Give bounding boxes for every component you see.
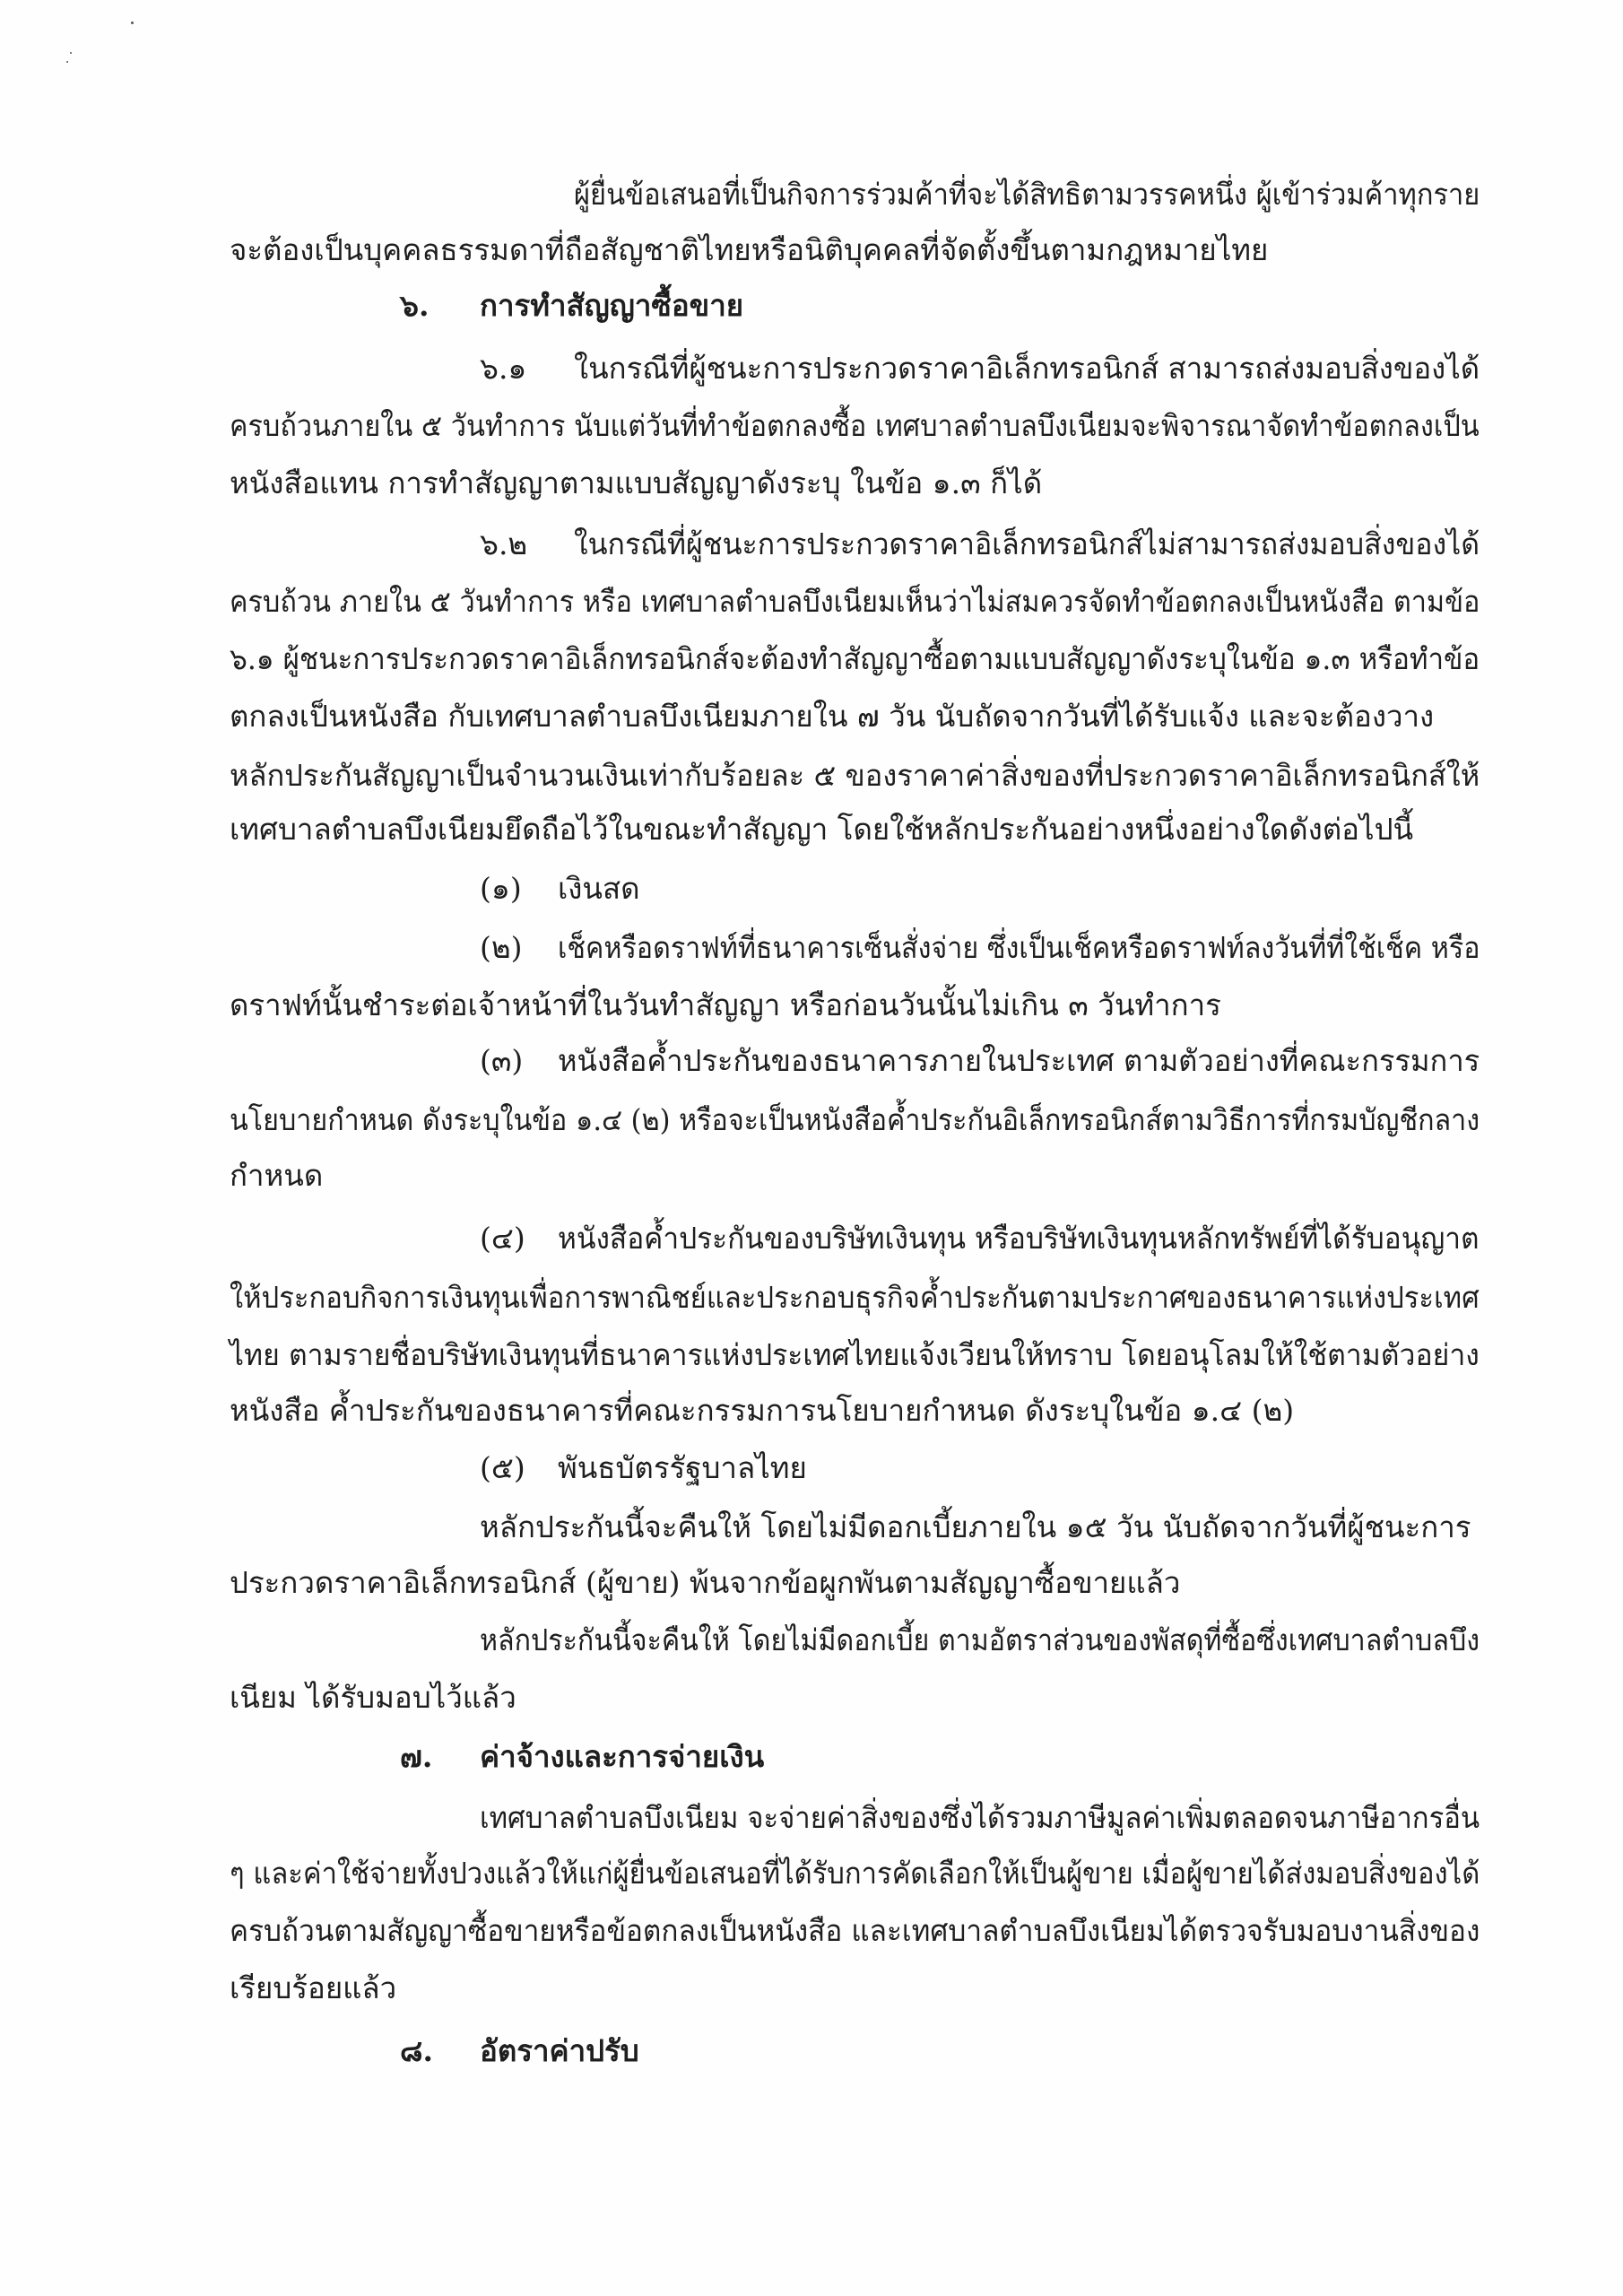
section-6-title: การทำสัญญาซื้อขาย <box>480 288 744 323</box>
item-1-text: เงินสด <box>558 871 640 906</box>
clause-6-2-line-3: ๖.๑ ผู้ชนะการประกวดราคาอิเล็กทรอนิกส์จะต้องทำสัญญาซื้อตามแบบสัญญาดังระบุในข้อ ๑.๓ หรือทำข้อ <box>230 641 1480 676</box>
scan-speck <box>70 52 72 54</box>
item-1-number: (๑) <box>480 871 522 906</box>
item-2-line-1: เช็คหรือดราฟท์ที่ธนาคารเซ็นสั่งจ่าย ซึ่งเป็นเช็คหรือดราฟท์ลงวันที่ที่ใช้เช็ค หรือ <box>558 930 1480 965</box>
section-7-title: ค่าจ้างและการจ่ายเงิน <box>480 1739 765 1774</box>
clause-6-1-line-1: ในกรณีที่ผู้ชนะการประกวดราคาอิเล็กทรอนิกส์ สามารถส่งมอบสิ่งของได้ <box>574 351 1480 386</box>
consortium-line-1: ผู้ยื่นข้อเสนอที่เป็นกิจการร่วมค้าที่จะได้สิทธิตามวรรคหนึ่ง ผู้เข้าร่วมค้าทุกราย <box>574 177 1480 212</box>
return-1-line-2: ประกวดราคาอิเล็กทรอนิกส์ (ผู้ขาย) พ้นจากข้อผูกพันตามสัญญาซื้อขายแล้ว <box>230 1565 1181 1600</box>
clause-6-2-number: ๖.๒ <box>480 526 528 561</box>
item-3-number: (๓) <box>480 1043 524 1078</box>
section-7-line-3: ครบถ้วนตามสัญญาซื้อขายหรือข้อตกลงเป็นหนังสือ และเทศบาลตำบลบึงเนียมได้ตรวจรับมอบงานสิ่งของ <box>230 1913 1480 1948</box>
item-3-line-2: นโยบายกำหนด ดังระบุในข้อ ๑.๔ (๒) หรือจะเป็นหนังสือค้ำประกันอิเล็กทรอนิกส์ตามวิธีการที่กรมบัญชีกลาง <box>230 1102 1480 1137</box>
return-2-line-2: เนียม ได้รับมอบไว้แล้ว <box>230 1680 516 1715</box>
item-5-number: (๕) <box>480 1450 525 1485</box>
clause-6-2-line-2: ครบถ้วน ภายใน ๕ วันทำการ หรือ เทศบาลตำบลบึงเนียมเห็นว่าไม่สมควรจัดทำข้อตกลงเป็นหนังสือ ตามข้อ <box>230 584 1480 619</box>
scan-speck <box>131 22 134 24</box>
clause-6-2-line-1: ในกรณีที่ผู้ชนะการประกวดราคาอิเล็กทรอนิกส์ไม่สามารถส่งมอบสิ่งของได้ <box>574 526 1480 561</box>
clause-6-2-line-4: ตกลงเป็นหนังสือ กับเทศบาลตำบลบึงเนียมภายใน ๗ วัน นับถัดจากวันที่ได้รับแจ้ง และจะต้องวาง <box>230 699 1435 734</box>
item-3-line-3: กำหนด <box>230 1158 324 1193</box>
return-1-line-1: หลักประกันนี้จะคืนให้ โดยไม่มีดอกเบี้ยภายใน ๑๕ วัน นับถัดจากวันที่ผู้ชนะการ <box>480 1509 1471 1544</box>
item-4-line-3: ไทย ตามรายชื่อบริษัทเงินทุนที่ธนาคารแห่งประเทศไทยแจ้งเวียนให้ทราบ โดยอนุโลมให้ใช้ตามตัวอย่าง <box>230 1337 1480 1372</box>
clause-6-2-line-5: หลักประกันสัญญาเป็นจำนวนเงินเท่ากับร้อยละ ๕ ของราคาค่าสิ่งของที่ประกวดราคาอิเล็กทรอนิกส์ให้ <box>230 758 1480 793</box>
item-4-line-2: ให้ประกอบกิจการเงินทุนเพื่อการพาณิชย์และประกอบธุรกิจค้ำประกันตามประกาศของธนาคารแห่งประเทศ <box>230 1280 1480 1315</box>
item-4-line-4: หนังสือ ค้ำประกันของธนาคารที่คณะกรรมการนโยบายกำหนด ดังระบุในข้อ ๑.๔ (๒) <box>230 1393 1295 1428</box>
section-8-title: อัตราค่าปรับ <box>480 2033 639 2068</box>
section-8-number: ๘. <box>400 2033 433 2068</box>
section-7-line-2: ๆ และค่าใช้จ่ายทั้งปวงแล้วให้แก่ผู้ยื่นข้อเสนอที่ได้รับการคัดเลือกให้เป็นผู้ขาย เมื่อผู้ขายได้ส่งมอบสิ่งของได้ <box>230 1856 1480 1891</box>
clause-6-2-line-6: เทศบาลตำบลบึงเนียมยึดถือไว้ในขณะทำสัญญา โดยใช้หลักประกันอย่างหนึ่งอย่างใดดังต่อไปนี้ <box>230 812 1414 847</box>
item-4-number: (๔) <box>480 1221 525 1256</box>
scan-speck <box>66 61 68 63</box>
clause-6-1-line-3: หนังสือแทน การทำสัญญาตามแบบสัญญาดังระบุ ในข้อ ๑.๓ ก็ได้ <box>230 465 1043 500</box>
clause-6-1-line-2: ครบถ้วนภายใน ๕ วันทำการ นับแต่วันที่ทำข้อตกลงซื้อ เทศบาลตำบลบึงเนียมจะพิจารณาจัดทำข้อตกลงเป็น <box>230 408 1480 443</box>
clause-6-1-number: ๖.๑ <box>480 351 527 386</box>
item-5-text: พันธบัตรรัฐบาลไทย <box>558 1450 807 1485</box>
return-2-line-1: หลักประกันนี้จะคืนให้ โดยไม่มีดอกเบี้ย ตามอัตราส่วนของพัสดุที่ซื้อซึ่งเทศบาลตำบลบึง <box>480 1622 1480 1657</box>
item-2-number: (๒) <box>480 930 523 965</box>
section-7-number: ๗. <box>400 1739 433 1774</box>
item-4-line-1: หนังสือค้ำประกันของบริษัทเงินทุน หรือบริษัทเงินทุนหลักทรัพย์ที่ได้รับอนุญาต <box>558 1221 1480 1256</box>
section-6-number: ๖. <box>400 288 430 323</box>
item-2-line-2: ดราฟท์นั้นชำระต่อเจ้าหน้าที่ในวันทำสัญญา หรือก่อนวันนั้นไม่เกิน ๓ วันทำการ <box>230 987 1221 1022</box>
item-3-line-1: หนังสือค้ำประกันของธนาคารภายในประเทศ ตามตัวอย่างที่คณะกรรมการ <box>558 1043 1480 1078</box>
section-7-line-1: เทศบาลตำบลบึงเนียม จะจ่ายค่าสิ่งของซึ่งได้รวมภาษีมูลค่าเพิ่มตลอดจนภาษีอากรอื่น <box>480 1800 1480 1835</box>
section-7-line-4: เรียบร้อยแล้ว <box>230 1970 397 2005</box>
consortium-line-2: จะต้องเป็นบุคคลธรรมดาที่ถือสัญชาติไทยหรือนิติบุคคลที่จัดตั้งขึ้นตามกฎหมายไทย <box>230 232 1269 267</box>
